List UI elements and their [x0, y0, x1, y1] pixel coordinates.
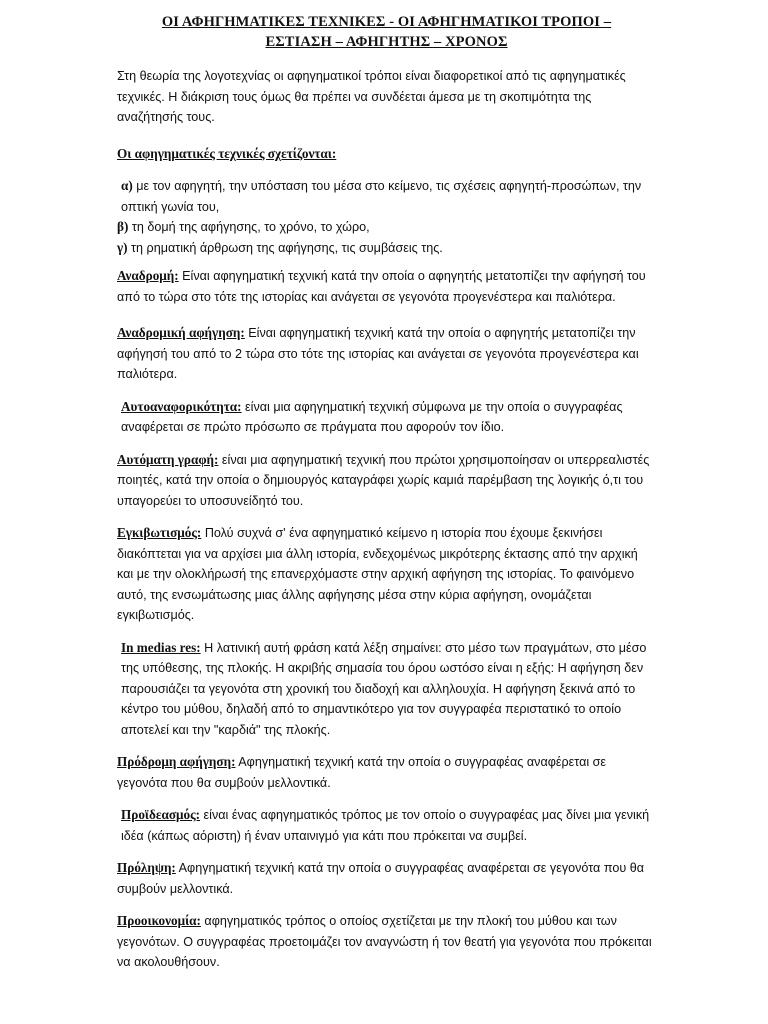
term-entry-proideasmos: [117, 805, 656, 846]
list-item-text: τη δομή της αφήγησης, το χρόνο, το χώρο,: [128, 220, 370, 234]
term-name: Αναδρομή:: [117, 268, 179, 283]
term-entry-anadromi: [117, 266, 656, 307]
list-item-text: με τον αφηγητή, την υπόσταση του μέσα στο κείμενο, τις σχέσεις αφηγητή-προσώπων, την οπτική γωνία του,: [121, 179, 642, 214]
term-name: In medias res:: [121, 639, 201, 655]
list-item-text: τη ρηματική άρθρωση της αφήγησης, τις συμβάσεις της.: [127, 240, 443, 255]
term-entry-in-medias-res: [117, 638, 656, 741]
term-entry-aftomati-grafi: [117, 450, 656, 512]
term-definition: Είναι αφηγηματική τεχνική κατά την οποία ο αφηγητής μετατοπίζει την αφήγησή του από το 2 τώρα στο τότε της ιστορίας και ανάγεται σε γεγονότα προγενέστερα και παλιότερα.: [117, 326, 639, 381]
term-entry-prodromi-afigisi: [117, 752, 656, 793]
document-title: [117, 12, 656, 52]
term-entry-prooikonomia: [117, 911, 656, 973]
term-definition: αφηγηματικός τρόπος ο οποίος σχετίζεται με την πλοκή του μύθου και των γεγονότων. Ο συγγραφέας προετοιμάζει τον αναγνώστη ή τον θεατή για γεγονότα που πρόκειται να ακολουθήσουν.: [117, 914, 652, 969]
term-definition: Αφηγηματική τεχνική κατά την οποία ο συγγραφέας αναφέρεται σε γεγονότα που θα συμβούν μελλοντικά.: [117, 861, 645, 896]
term-name: Εγκιβωτισμός:: [117, 525, 202, 540]
term-name: Αναδρομική αφήγηση:: [117, 325, 245, 340]
term-name: Αυτοαναφορικότητα:: [121, 398, 242, 414]
intro-paragraph: Στη θεωρία της λογοτεχνίας οι αφηγηματικοί τρόποι είναι διαφορετικοί από τις αφηγηματικές τεχνικές. Η διάκριση τους όμως θα πρέπει να συνδέεται άμεσα με τη σκοπιμότητα της αναζήτησής τους.: [117, 69, 626, 124]
techniques-list: [117, 176, 656, 258]
term-entry-aftoanaforikotita: [117, 397, 656, 438]
term-entry-anadromiki-afigisi: [117, 323, 656, 385]
term-definition: Αφηγηματική τεχνική κατά την οποία ο συγγραφέας αναφέρεται σε γεγονότα που θα συμβούν μελλοντικά.: [117, 755, 607, 790]
techniques-heading-text: Οι αφηγηματικές τεχνικές σχετίζονται:: [117, 145, 337, 161]
term-name: Αυτόματη γραφή:: [117, 451, 219, 467]
list-item-marker: α): [121, 178, 133, 193]
term-definition: είναι μια αφηγηματική τεχνική σύμφωνα με την οποία ο συγγραφέας αναφέρεται σε πρώτο πρόσωπο σε πράγματα που αφορούν τον ίδιο.: [121, 399, 623, 434]
list-item: [117, 238, 656, 259]
term-entry-egkivotismos: [117, 523, 656, 626]
term-definition: Η λατινική αυτή φράση κατά λέξη σημαίνει: στο μέσο των πραγμάτων, στο μέσο της υπόθεσης, της πλοκής. Η ακριβής σημασία του όρου ωστόσο είναι η εξής: Η αφήγηση δεν παρουσιάζει τα γεγονότα στη χρονική του διαδοχή και αλληλουχία. Η αφήγηση ξεκινά από το κέντρο του μύθου, δηλαδή από το σημαντικότερο για τον συγγραφέα περιστατικό το οποίο αποτελεί και την "καρδιά" της πλοκής.: [121, 640, 647, 737]
term-name: Προϊδεασμός:: [121, 807, 201, 822]
term-name: Πρόληψη:: [117, 860, 176, 875]
term-definition: είναι μια αφηγηματική τεχνική που πρώτοι χρησιμοποίησαν οι υπερρεαλιστές ποιητές, κατά την οποία ο δημιουργός καταγράφει χωρίς καμιά παρέμβαση της λογικής ό,τι του υπαγορεύει το υποσυνείδητό του.: [117, 452, 650, 508]
term-name: Προοικονομία:: [117, 913, 201, 928]
techniques-heading: [117, 144, 656, 165]
list-item: [117, 217, 656, 238]
list-item-marker: β): [117, 219, 129, 234]
term-definition: Είναι αφηγηματική τεχνική κατά την οποία ο αφηγητής μετατοπίζει την αφήγησή του από το τώρα στο τότε της ιστορίας και ανάγεται σε γεγονότα προγενέστερα και παλιότερα.: [117, 269, 646, 304]
title-line-2: ΕΣΤΙΑΣΗ – ΑΦΗΓΗΤΗΣ – ΧΡΟΝΟΣ: [265, 34, 508, 50]
list-item: [117, 176, 656, 217]
title-line-1: ΟΙ ΑΦΗΓΗΜΑΤΙΚΕΣ ΤΕΧΝΙΚΕΣ - ΟΙ ΑΦΗΓΗΜΑΤΙΚΟΙ ΤΡΟΠΟΙ –: [161, 14, 612, 30]
term-definition: Πολύ συχνά σ' ένα αφηγηματικό κείμενο η ιστορία που έχουμε ξεκινήσει διακόπτεται για να αρχίσει μια άλλη ιστορία, ενδεχομένως μικρότερης έκτασης από την αρχική και με την ολοκλήρωσή της επανερχόμαστε στην αρχική αφήγηση της ιστορίας. Το φαινόμενο αυτό, της ενσωμάτωσης μιας άλλης αφήγησης μέσα στην κύρια αφήγηση, ονομάζεται εγκιβωτισμός.: [117, 526, 638, 622]
term-entry-prolipsi: [117, 858, 656, 899]
term-definition: είναι ένας αφηγηματικός τρόπος με τον οποίο ο συγγραφέας μας δίνει μια γενική ιδέα (κάπως αόριστη) ή έναν υπαινιγμό για κάτι που πρόκειται να συμβεί.: [121, 808, 650, 843]
term-name: Πρόδρομη αφήγηση:: [117, 754, 236, 769]
list-item-marker: γ): [117, 239, 128, 255]
